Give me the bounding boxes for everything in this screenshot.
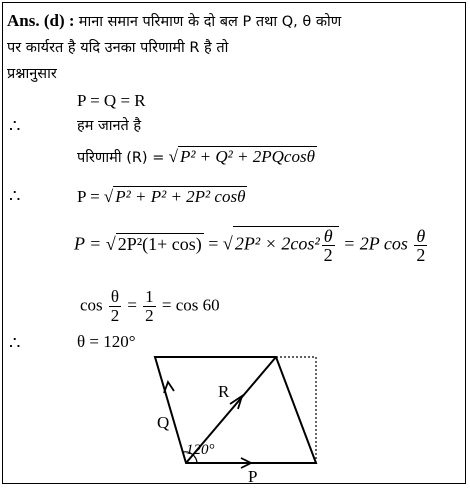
equation-pqr: P = Q = R [77, 91, 146, 110]
angle-label: 120° [186, 442, 215, 458]
theta-result: θ = 120° [77, 332, 136, 351]
big-radicand-2: 2P² × 2cos² [234, 233, 320, 254]
cos-frac-num: θ [110, 287, 120, 306]
half-equals: = [127, 295, 137, 315]
arrow-q [164, 382, 174, 393]
big-radicand-1: 2P²(1+ cos) [117, 233, 202, 254]
therefore-symbol-2: ∴ [9, 186, 21, 206]
frac2-den: 2 [416, 245, 426, 265]
frac-den: 2 [323, 245, 333, 265]
cos-label: cos [80, 295, 103, 315]
p-sqrt: √ P² + P² + 2P² cosθ [103, 187, 246, 206]
half-num: 1 [145, 287, 154, 306]
big-sqrt-2: √ 2P² × 2cos² $\frac{\theta}{2}$ [223, 226, 339, 264]
cos-rhs: = cos 60 [161, 295, 220, 315]
answer-text-1: माना समान परिमाण के दो बल P तथा Q, θ कोण [78, 14, 342, 30]
answer-text-3: प्रश्नानुसार [7, 66, 57, 82]
big-equals: = [208, 233, 219, 254]
label-r: R [218, 382, 230, 401]
arrow-r [230, 396, 242, 409]
big-lhs: P = [74, 233, 102, 254]
half-den: 2 [145, 306, 154, 325]
label-p: P [248, 467, 258, 486]
therefore-symbol-1: ∴ [9, 116, 21, 136]
therefore-symbol-3: ∴ [9, 333, 21, 353]
resultant-label: परिणामी (R) = [77, 150, 165, 166]
big-sqrt-1: √ 2P²(1+ cos) [105, 233, 202, 254]
resultant-sqrt: √ P² + Q² + 2PQcosθ [168, 147, 315, 166]
p-lhs: P = [77, 187, 100, 206]
frac2-num: θ [416, 226, 426, 246]
known-text: हम जानते है [77, 118, 142, 134]
answer-text-2: पर कार्यरत है यदि उनका परिणामी R है तो [7, 40, 229, 56]
parallelogram [155, 357, 316, 463]
cos-frac-den: 2 [110, 306, 120, 325]
frac-num: θ [323, 226, 333, 246]
resultant-radicand: P² + Q² + 2PQcosθ [179, 147, 315, 166]
p-radicand: P² + P² + 2P² cosθ [115, 187, 246, 206]
answer-label: Ans. (d) : [7, 11, 75, 30]
label-q: Q [157, 413, 170, 432]
big-rhs: = 2P cos [343, 233, 408, 254]
